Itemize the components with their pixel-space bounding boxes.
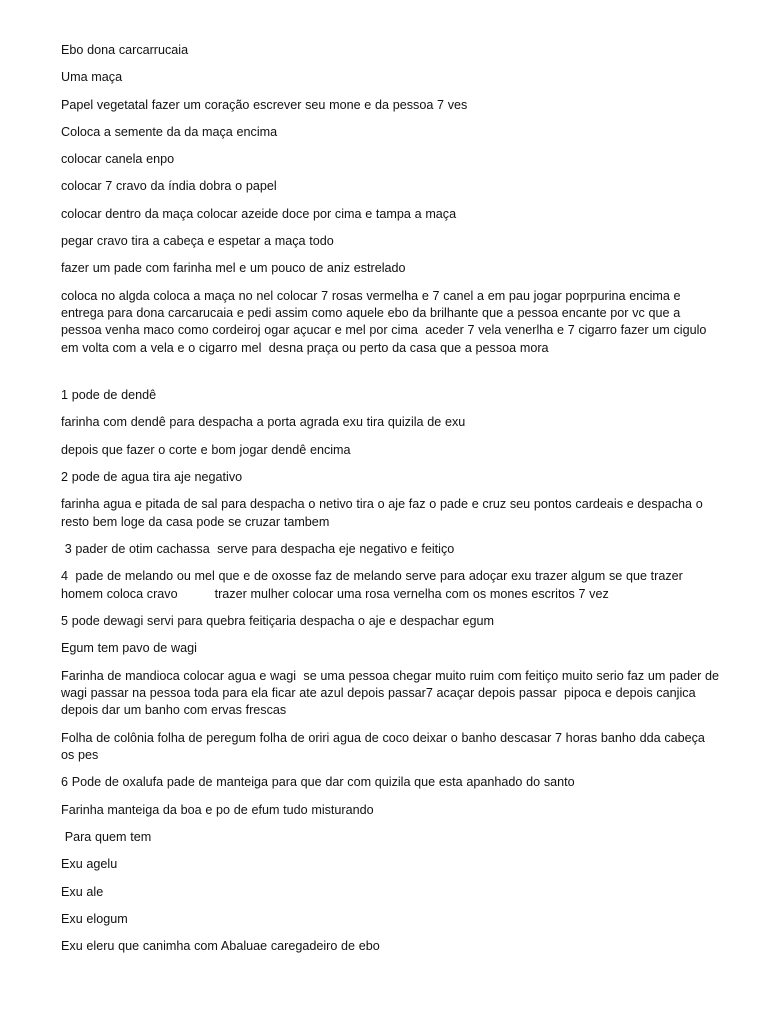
paragraph: Folha de colônia folha de peregum folha de oriri agua de coco deixar o banho descasar 7 horas banho dda cabeça os pes <box>61 730 709 763</box>
paragraph: fazer um pade com farinha mel e um pouco de aniz estrelado <box>61 261 406 276</box>
paragraph-heading: 4 pade de melando ou mel que e de oxosse faz de melando serve para adoçar exu trazer algum se que trazer homem coloca cravo trazer mulher colocar uma rosa vernelha com os mones escritos 7 vez <box>61 569 687 601</box>
paragraph: Coloca a semente da da maça encima <box>61 124 278 139</box>
paragraph: depois que fazer o corte e bom jogar dendê encima <box>61 442 351 457</box>
paragraph-title: Ebo dona carcarrucaia <box>61 43 189 57</box>
list-item: Exu ale <box>61 884 104 899</box>
paragraph-heading: 6 Pode de oxalufa pade de manteiga para que dar com quizila que esta apanhado do santo <box>61 775 575 790</box>
paragraph: colocar canela enpo <box>61 152 175 167</box>
paragraph: Farinha de mandioca colocar agua e wagi se uma pessoa chegar muito ruim com feitiço muito serio faz um pader de wagi passar na pessoa toda para ela ficar ate azul depois passar7 acaçar depois passar pipoca e depois canjica depois dar um banho com ervas frescas <box>61 668 723 718</box>
paragraph: Papel vegetatal fazer um coração escrever seu mone e da pessoa 7 ves <box>61 97 468 112</box>
paragraph: colocar 7 cravo da índia dobra o papel <box>61 179 277 194</box>
paragraph: farinha com dendê para despacha a porta agrada exu tira quizila de exu <box>61 415 466 430</box>
paragraph: Uma maça <box>61 70 123 85</box>
paragraph-heading: 5 pode dewagi servi para quebra feitiçaria despacha o aje e despachar egum <box>61 614 494 629</box>
paragraph: pegar cravo tira a cabeça e espetar a maça todo <box>61 234 334 249</box>
paragraph: colocar dentro da maça colocar azeide doce por cima e tampa a maça <box>61 206 457 221</box>
list-item: Exu elogum <box>61 911 128 926</box>
paragraph-heading: 3 pader de otim cachassa serve para despacha eje negativo e feitiço <box>61 542 455 557</box>
document-body <box>61 42 721 966</box>
list-item: Exu eleru que canimha com Abaluae caregadeiro de ebo <box>61 939 380 954</box>
paragraph-heading: 2 pode de agua tira aje negativo <box>61 470 243 485</box>
paragraph: coloca no algda coloca a maça no nel colocar 7 rosas vermelha e 7 canel a em pau jogar poprpurina encima e entrega para dona carcarucaia e pedi assim como aquele ebo da brilhante que a pessoa encante por vc que a pessoa venha maco como cordeiroj ogar açucar e mel por cima aceder 7 vela venerlha e 7 cigarro fazer um cigulo em volta com a vela e o cigarro mel desna praça ou perto da casa que a pessoa mora <box>61 288 711 355</box>
paragraph: Farinha manteiga da boa e po de efum tudo misturando <box>61 802 374 817</box>
paragraph: farinha agua e pitada de sal para despacha o netivo tira o aje faz o pade e cruz seu pontos cardeais e despacha o resto bem loge da casa pode se cruzar tambem <box>61 497 707 529</box>
paragraph-heading: 1 pode de dendê <box>61 388 157 403</box>
paragraph: Para quem tem <box>61 830 152 845</box>
paragraph: Egum tem pavo de wagi <box>61 641 197 656</box>
blank-line <box>61 367 721 387</box>
list-item: Exu agelu <box>61 857 118 872</box>
